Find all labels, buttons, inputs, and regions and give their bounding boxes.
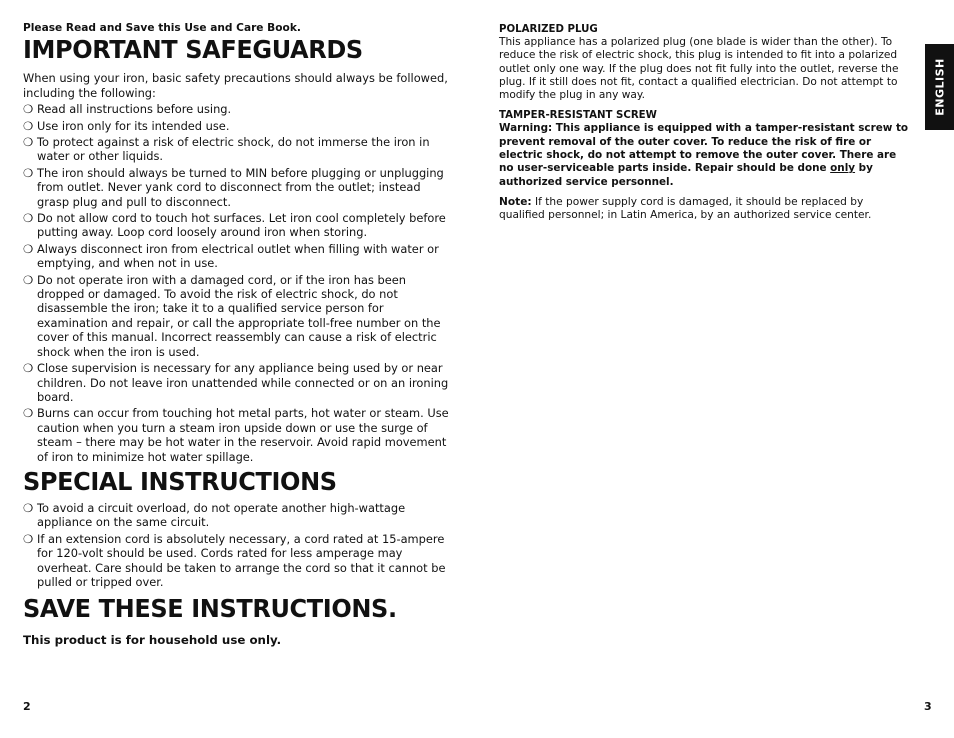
list-item — [23, 273, 455, 359]
bullet-circle-icon: ❍ — [23, 406, 34, 421]
household-use-note: This product is for household use only. — [23, 633, 282, 648]
tamper-screw-warning-part1: Warning: This appliance is equipped with a tamper-resistant screw to prevent removal of the outer cover. To reduce the risk of fire or electric shock, do not attempt to remove the outer cover. There are no user-serviceable parts inside. Repair should be done — [499, 122, 909, 175]
list-item-text: Do not operate iron with a damaged cord, or if the iron has been dropped or damaged. To avoid the risk of electric shock, do not disassemble the iron; take it to a qualified service person for examination and repair, or call the appropriate toll-free number on the cover of this manual. Incorrect reassembly can cause a risk of electric shock when the iron is used. — [37, 272, 441, 359]
list-item — [23, 361, 455, 404]
save-instructions-title: SAVE THESE INSTRUCTIONS. — [23, 594, 397, 624]
list-item — [23, 211, 455, 240]
bullet-circle-icon: ❍ — [23, 211, 34, 226]
page-number-left: 2 — [23, 700, 31, 713]
tamper-screw-heading: TAMPER-RESISTANT SCREW — [499, 110, 657, 122]
list-item-text: If an extension cord is absolutely necessary, a cord rated at 15-ampere for 120-volt should be used. Cords rated for less amperage may overheat. Care should be taken to arrange the cord so that it cannot be pulled or tripped over. — [37, 531, 446, 589]
list-item-text: Use iron only for its intended use. — [37, 118, 230, 133]
left-page — [23, 21, 455, 647]
language-tab — [925, 44, 954, 130]
bullet-circle-icon: ❍ — [23, 272, 34, 287]
safeguards-list — [23, 102, 455, 464]
list-item — [23, 135, 455, 164]
power-cord-note — [499, 196, 911, 223]
tamper-screw-only: only — [830, 162, 856, 175]
list-item — [23, 102, 455, 116]
list-item-text: To protect against a risk of electric shock, do not immerse the iron in water or other liquids. — [37, 135, 430, 164]
list-item-text: To avoid a circuit overload, do not operate another high-wattage appliance on the same circuit. — [37, 500, 406, 530]
special-instructions-list — [23, 501, 455, 589]
bullet-circle-icon: ❍ — [23, 241, 34, 256]
bullet-circle-icon: ❍ — [23, 165, 34, 180]
list-item — [23, 501, 455, 530]
polarized-plug-text: This appliance has a polarized plug (one blade is wider than the other). To reduce the risk of electric shock, this plug is intended to fit into a polarized outlet only one way. If the plug does not fit fully into the outlet, reverse the plug. If it still does not fit, contact a qualified electrician. Do not attempt to modify the plug in any way. — [499, 36, 899, 102]
polarized-plug-heading: POLARIZED PLUG — [499, 24, 598, 35]
list-item-text: Burns can occur from touching hot metal parts, hot water or steam. Use caution when you turn a steam iron upside down or use the surge of steam – there may be hot water in the reservoir. Avoid rapid movement of iron to minimize hot water spillage. — [37, 406, 449, 464]
list-item-text: Do not allow cord to touch hot surfaces. Let iron cool completely before putting away. Loop cord loosely around iron when storing. — [37, 211, 446, 240]
bullet-circle-icon: ❍ — [23, 102, 34, 117]
language-tab-label: ENGLISH — [933, 58, 946, 116]
note-label: Note: — [499, 195, 532, 208]
list-item — [23, 242, 455, 271]
list-item — [23, 406, 455, 464]
bullet-circle-icon: ❍ — [23, 361, 34, 376]
list-item-text: The iron should always be turned to MIN before plugging or unplugging from outlet. Never yank cord to disconnect from the outlet; instead grasp plug and pull to disconnect. — [37, 165, 444, 209]
tamper-screw-warning-part2: by authorized service personnel. — [499, 162, 873, 188]
page-number-right: 3 — [924, 700, 932, 713]
bullet-circle-icon: ❍ — [23, 135, 34, 149]
list-item — [23, 119, 455, 133]
list-item — [23, 532, 455, 590]
bullet-circle-icon: ❍ — [23, 118, 34, 133]
tamper-screw-warning — [499, 122, 911, 188]
list-item-text: Close supervision is necessary for any appliance being used by or near children. Do not leave iron unattended while connected or on an ironing board. — [37, 361, 449, 404]
bullet-circle-icon: ❍ — [23, 531, 34, 546]
special-instructions-title: SPECIAL INSTRUCTIONS — [23, 466, 337, 496]
right-page — [499, 23, 911, 223]
safeguards-title: IMPORTANT SAFEGUARDS — [23, 35, 363, 64]
bullet-circle-icon: ❍ — [23, 500, 34, 515]
list-item-text: Always disconnect iron from electrical outlet when filling with water or emptying, and when not in use. — [37, 241, 439, 271]
list-item — [23, 166, 455, 209]
list-item-text: Read all instructions before using. — [37, 102, 232, 117]
note-text: If the power supply cord is damaged, it should be replaced by qualified personnel; in Latin America, by an authorized service center. — [499, 195, 872, 222]
safeguards-intro: When using your iron, basic safety precautions should always be followed, including the following: — [23, 71, 448, 100]
save-book-line: Please Read and Save this Use and Care Book. — [23, 22, 301, 34]
